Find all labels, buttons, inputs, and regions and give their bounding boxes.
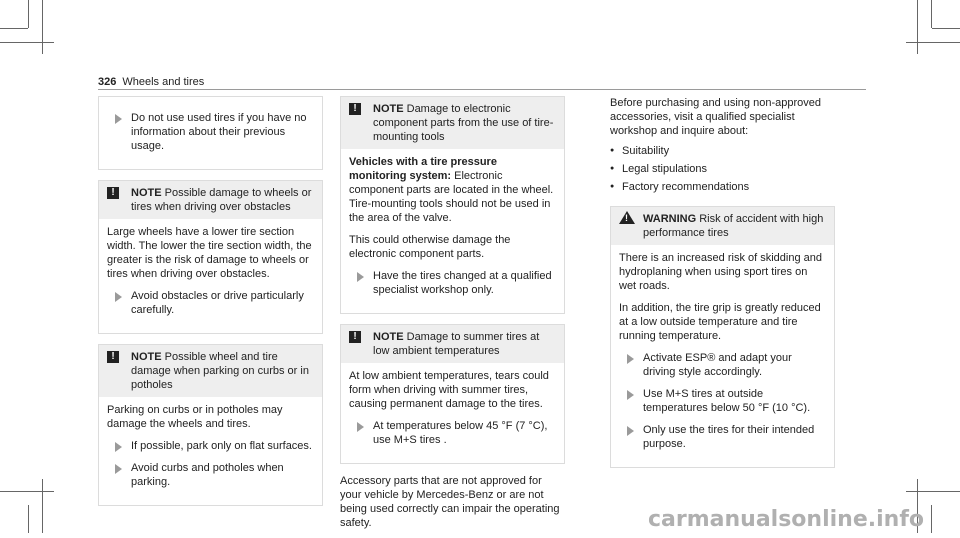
- step-arrow-icon: [627, 354, 634, 364]
- step-arrow-icon: [115, 442, 122, 452]
- step-arrow-icon: [115, 114, 122, 124]
- note-title: Possible wheel and tire damage when parking on curbs or in potholes: [131, 351, 309, 391]
- page-number: 326: [98, 76, 117, 88]
- instruction-step: Have the tires changed at a qualified specialist workshop only.: [349, 269, 556, 297]
- step-box: [98, 96, 323, 170]
- crop-mark: [0, 491, 54, 492]
- note-box: [340, 96, 565, 314]
- body-paragraph: Before purchasing and using non-approved accessories, visit a qualified specialist workshop and inquire about:: [610, 97, 821, 137]
- step-arrow-icon: [627, 426, 634, 436]
- warning-body: In addition, the tire grip is greatly reduced at a low outside temperature and tire running temperature.: [619, 302, 821, 342]
- exclamation-icon: !: [107, 187, 119, 199]
- crop-mark: [0, 42, 54, 43]
- warning-icon: !: [619, 211, 635, 224]
- column-1: [98, 96, 323, 516]
- header-rule: [98, 89, 866, 90]
- warning-box: [610, 206, 835, 468]
- exclamation-icon: !: [349, 331, 361, 343]
- note-label: NOTE: [373, 103, 404, 115]
- crop-mark: [931, 0, 932, 28]
- crop-mark: [42, 0, 43, 54]
- instruction-step: Avoid obstacles or drive particularly carefully.: [107, 289, 314, 317]
- page-header: [98, 75, 204, 89]
- crop-mark: [932, 28, 960, 29]
- crop-mark: [28, 0, 29, 28]
- note-label: NOTE: [373, 331, 404, 343]
- watermark: carmanualsonline.info: [648, 507, 924, 532]
- note-title: Damage to electronic component parts from the use of tire-mounting tools: [373, 103, 554, 143]
- bullet-list: [610, 144, 835, 194]
- column-2: [340, 96, 565, 538]
- crop-mark: [917, 0, 918, 54]
- crop-mark: [28, 505, 29, 533]
- instruction-step: If possible, park only on flat surfaces.: [107, 439, 314, 453]
- warning-title: Risk of accident with high performance tires: [643, 213, 824, 239]
- note-label: NOTE: [131, 187, 162, 199]
- instruction-step: At temperatures below 45 °F (7 °C), use M+S tires .: [349, 419, 556, 447]
- instruction-step: Use M+S tires at outside temperatures below 50 °F (10 °C).: [619, 387, 826, 415]
- warning-label: WARNING: [643, 213, 697, 225]
- note-body: Parking on curbs or in potholes may damage the wheels and tires.: [107, 404, 283, 430]
- step-arrow-icon: [357, 422, 364, 432]
- note-box: [98, 344, 323, 506]
- list-item: ● Suitability: [610, 144, 835, 158]
- exclamation-icon: !: [107, 351, 119, 363]
- step-arrow-icon: [115, 464, 122, 474]
- note-box: [98, 180, 323, 334]
- list-item: ● Legal stipulations: [610, 162, 835, 176]
- crop-mark: [931, 505, 932, 533]
- instruction-step: Do not use used tires if you have no information about their previous usage.: [107, 111, 314, 153]
- exclamation-icon: !: [349, 103, 361, 115]
- crop-mark: [42, 479, 43, 533]
- crop-mark: [906, 42, 960, 43]
- crop-mark: [0, 28, 28, 29]
- note-title: Possible damage to wheels or tires when driving over obstacles: [131, 187, 312, 213]
- note-box: [340, 324, 565, 464]
- body-paragraph: Accessory parts that are not approved for your vehicle by Mercedes-Benz or are not being used correctly can impair the operating safety.: [340, 475, 560, 529]
- note-body: At low ambient temperatures, tears could form when driving with summer tires, causing permanent damage to the tires.: [349, 370, 549, 410]
- instruction-step: Only use the tires for their intended purpose.: [619, 423, 826, 451]
- note-body: Large wheels have a lower tire section width. The lower the tire section width, the greater is the risk of damage to wheels or tires when driving over obstacles.: [107, 226, 312, 280]
- crop-mark: [906, 491, 960, 492]
- list-item: ● Factory recommendations: [610, 180, 835, 194]
- section-title: Wheels and tires: [122, 76, 205, 88]
- step-arrow-icon: [357, 272, 364, 282]
- column-3: [610, 96, 835, 478]
- step-arrow-icon: [627, 390, 634, 400]
- instruction-step: Activate ESP® and adapt your driving style accordingly.: [619, 351, 826, 379]
- note-label: NOTE: [131, 351, 162, 363]
- note-body: This could otherwise damage the electronic component parts.: [349, 234, 511, 260]
- note-body: Vehicles with a tire pressure monitoring system: Electronic component parts are located in the wheel. Tire-mounting tools should not be used in the area of the valve.: [349, 156, 554, 224]
- warning-body: There is an increased risk of skidding and hydroplaning when using sport tires on wet roads.: [619, 252, 822, 292]
- note-title: Damage to summer tires at low ambient temperatures: [373, 331, 540, 357]
- step-arrow-icon: [115, 292, 122, 302]
- instruction-step: Avoid curbs and potholes when parking.: [107, 461, 314, 489]
